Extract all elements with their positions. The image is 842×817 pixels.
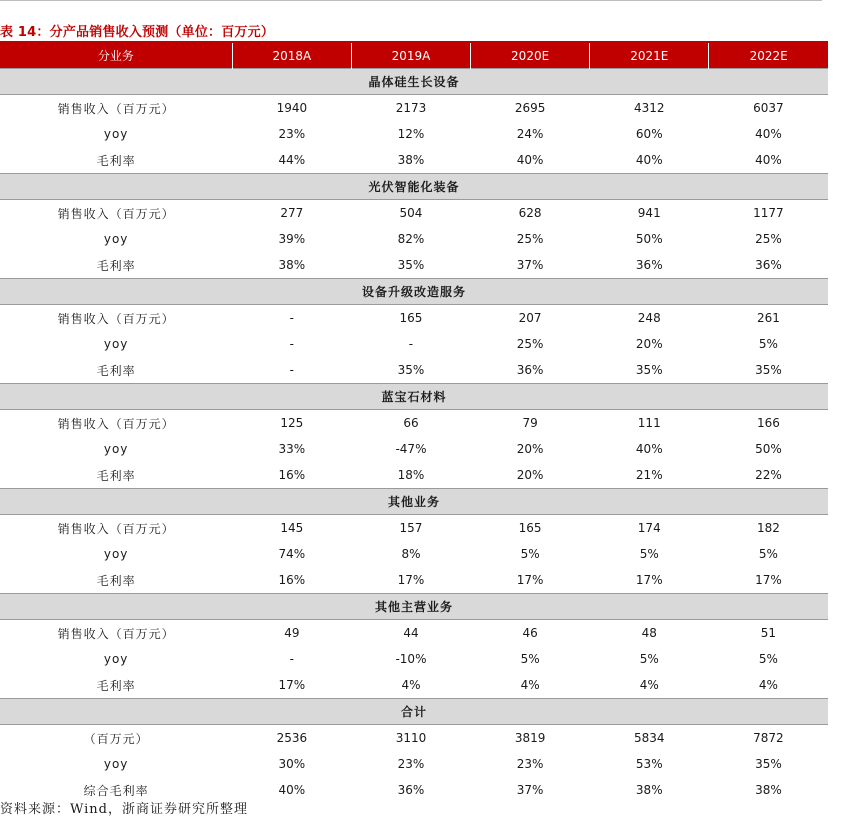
value-cell: 38% bbox=[397, 153, 425, 167]
value-cell: 36% bbox=[516, 363, 544, 377]
value-cell: 2173 bbox=[395, 101, 427, 115]
value-cell: 165 bbox=[518, 521, 542, 535]
table-row bbox=[0, 331, 828, 357]
value-cell: 8% bbox=[401, 547, 421, 561]
table-row bbox=[0, 725, 828, 752]
value-cell: 40% bbox=[635, 153, 663, 167]
table-row bbox=[0, 646, 828, 672]
row-label: 综合毛利率 bbox=[83, 783, 149, 798]
value-cell: 40% bbox=[516, 153, 544, 167]
value-cell: 48 bbox=[641, 626, 657, 640]
header-cell-2018a: 2018A bbox=[232, 43, 351, 69]
value-cell: 66 bbox=[403, 416, 419, 430]
row-label: 销售收入（百万元） bbox=[57, 416, 175, 431]
value-cell: 60% bbox=[635, 127, 663, 141]
value-cell: 4% bbox=[520, 678, 540, 692]
header-cell-2022e: 2022E bbox=[709, 43, 828, 69]
value-cell: 7872 bbox=[753, 731, 784, 745]
value-cell: 40% bbox=[635, 442, 663, 456]
value-cell: - bbox=[289, 363, 294, 377]
section-title: 设备升级改造服务 bbox=[0, 279, 828, 305]
value-cell: 5% bbox=[758, 652, 778, 666]
value-cell: 277 bbox=[280, 206, 304, 220]
table-row bbox=[0, 751, 828, 777]
value-cell: 37% bbox=[516, 783, 544, 797]
value-cell: 39% bbox=[278, 232, 306, 246]
value-cell: 504 bbox=[399, 206, 423, 220]
row-label: 毛利率 bbox=[96, 363, 136, 378]
section-row bbox=[0, 699, 828, 725]
value-cell: 4% bbox=[639, 678, 659, 692]
value-cell: 5% bbox=[639, 547, 659, 561]
table-row bbox=[0, 515, 828, 542]
value-cell: 17% bbox=[635, 573, 663, 587]
table-row bbox=[0, 410, 828, 437]
value-cell: 44 bbox=[403, 626, 419, 640]
value-cell: 5% bbox=[520, 652, 540, 666]
table-body bbox=[0, 69, 828, 804]
value-cell: 37% bbox=[516, 258, 544, 272]
value-cell: 20% bbox=[516, 468, 544, 482]
value-cell: 33% bbox=[278, 442, 306, 456]
section-row bbox=[0, 489, 828, 515]
value-cell: 82% bbox=[397, 232, 425, 246]
value-cell: - bbox=[289, 652, 294, 666]
section-row bbox=[0, 174, 828, 200]
value-cell: 50% bbox=[635, 232, 663, 246]
value-cell: 38% bbox=[755, 783, 782, 797]
value-cell: 111 bbox=[637, 416, 661, 430]
value-cell: 35% bbox=[397, 363, 425, 377]
table-caption: 表 14：分产品销售收入预测（单位：百万元） bbox=[0, 25, 275, 40]
table-row bbox=[0, 226, 828, 252]
value-cell: 1940 bbox=[276, 101, 308, 115]
top-rule bbox=[0, 0, 822, 1]
section-row bbox=[0, 384, 828, 410]
table-row bbox=[0, 147, 828, 174]
value-cell: 22% bbox=[755, 468, 782, 482]
value-cell: 50% bbox=[755, 442, 782, 456]
value-cell: 5% bbox=[639, 652, 659, 666]
value-cell: 4% bbox=[401, 678, 421, 692]
header-cell-2021e: 2021E bbox=[590, 43, 709, 69]
value-cell: 174 bbox=[637, 521, 661, 535]
value-cell: 30% bbox=[278, 757, 306, 771]
source-note: 资料来源：Wind，浙商证券研究所整理 bbox=[0, 802, 248, 817]
value-cell: 4% bbox=[758, 678, 778, 692]
value-cell: 5% bbox=[758, 337, 778, 351]
value-cell: 207 bbox=[518, 311, 542, 325]
header-cell-segment: 分业务 bbox=[0, 43, 232, 69]
value-cell: 5% bbox=[758, 547, 778, 561]
value-cell: 24% bbox=[516, 127, 544, 141]
value-cell: 3819 bbox=[514, 731, 546, 745]
forecast-table-container bbox=[0, 41, 828, 803]
table-row bbox=[0, 305, 828, 332]
row-label: yoy bbox=[103, 127, 129, 141]
value-cell: 6037 bbox=[753, 101, 784, 115]
value-cell: 36% bbox=[397, 783, 425, 797]
table-row bbox=[0, 672, 828, 699]
value-cell: 21% bbox=[635, 468, 663, 482]
value-cell: 74% bbox=[278, 547, 306, 561]
table-row bbox=[0, 436, 828, 462]
value-cell: 79 bbox=[522, 416, 538, 430]
row-label: 毛利率 bbox=[96, 468, 136, 483]
table-row bbox=[0, 541, 828, 567]
row-label: 销售收入（百万元） bbox=[57, 206, 175, 221]
value-cell: 941 bbox=[637, 206, 661, 220]
section-row bbox=[0, 594, 828, 620]
value-cell: 5% bbox=[520, 547, 540, 561]
value-cell: 165 bbox=[399, 311, 423, 325]
section-title: 其他主营业务 bbox=[0, 594, 828, 620]
value-cell: -47% bbox=[395, 442, 427, 456]
value-cell: 35% bbox=[635, 363, 663, 377]
value-cell: 166 bbox=[756, 416, 780, 430]
value-cell: 51 bbox=[760, 626, 777, 640]
row-label: 毛利率 bbox=[96, 678, 136, 693]
value-cell: 36% bbox=[635, 258, 663, 272]
row-label: 销售收入（百万元） bbox=[57, 311, 175, 326]
section-row bbox=[0, 279, 828, 305]
row-label: yoy bbox=[103, 442, 129, 456]
value-cell: 49 bbox=[284, 626, 300, 640]
value-cell: 38% bbox=[278, 258, 306, 272]
value-cell: 2536 bbox=[276, 731, 308, 745]
value-cell: 40% bbox=[278, 783, 306, 797]
value-cell: 40% bbox=[755, 127, 782, 141]
value-cell: 157 bbox=[399, 521, 423, 535]
value-cell: 46 bbox=[522, 626, 538, 640]
value-cell: 35% bbox=[755, 757, 782, 771]
table-row bbox=[0, 95, 828, 122]
header-row bbox=[0, 43, 828, 69]
value-cell: 35% bbox=[397, 258, 425, 272]
table-row bbox=[0, 462, 828, 489]
row-label: yoy bbox=[103, 652, 129, 666]
section-title: 其他业务 bbox=[0, 489, 828, 515]
value-cell: 40% bbox=[755, 153, 782, 167]
value-cell: 182 bbox=[756, 521, 780, 535]
value-cell: 23% bbox=[397, 757, 425, 771]
row-label: 销售收入（百万元） bbox=[57, 521, 175, 536]
row-label: 毛利率 bbox=[96, 258, 136, 273]
value-cell: 4312 bbox=[633, 101, 665, 115]
value-cell: 25% bbox=[516, 232, 544, 246]
value-cell: 38% bbox=[635, 783, 663, 797]
header-cell-2020e: 2020E bbox=[471, 43, 590, 69]
row-label: yoy bbox=[103, 547, 129, 561]
value-cell: 25% bbox=[755, 232, 782, 246]
value-cell: 16% bbox=[278, 468, 306, 482]
value-cell: - bbox=[408, 337, 414, 351]
value-cell: - bbox=[289, 337, 294, 351]
forecast-table bbox=[0, 43, 828, 803]
section-title: 合计 bbox=[0, 699, 828, 725]
value-cell: 3110 bbox=[395, 731, 427, 745]
value-cell: 25% bbox=[516, 337, 544, 351]
value-cell: - bbox=[289, 311, 294, 325]
value-cell: 1177 bbox=[753, 206, 784, 220]
value-cell: 125 bbox=[280, 416, 304, 430]
value-cell: 145 bbox=[280, 521, 304, 535]
table-row bbox=[0, 252, 828, 279]
row-label: yoy bbox=[103, 232, 129, 246]
value-cell: 35% bbox=[755, 363, 782, 377]
section-title: 蓝宝石材料 bbox=[0, 384, 828, 410]
value-cell: 23% bbox=[516, 757, 544, 771]
value-cell: 17% bbox=[755, 573, 782, 587]
table-row bbox=[0, 620, 828, 647]
value-cell: 23% bbox=[278, 127, 306, 141]
table-row bbox=[0, 200, 828, 227]
value-cell: 20% bbox=[516, 442, 544, 456]
row-label: 毛利率 bbox=[96, 573, 136, 588]
value-cell: 18% bbox=[397, 468, 425, 482]
section-title: 光伏智能化装备 bbox=[0, 174, 828, 200]
value-cell: 2695 bbox=[514, 101, 546, 115]
value-cell: 17% bbox=[278, 678, 306, 692]
table-row bbox=[0, 567, 828, 594]
value-cell: 44% bbox=[278, 153, 306, 167]
table-row bbox=[0, 121, 828, 147]
row-label: yoy bbox=[103, 337, 129, 351]
row-label: 毛利率 bbox=[96, 153, 136, 168]
value-cell: 5834 bbox=[633, 731, 665, 745]
value-cell: 36% bbox=[755, 258, 782, 272]
value-cell: 261 bbox=[756, 311, 780, 325]
row-label: yoy bbox=[103, 757, 129, 771]
value-cell: 17% bbox=[516, 573, 544, 587]
row-label: 销售收入（百万元） bbox=[57, 101, 175, 116]
value-cell: 20% bbox=[635, 337, 663, 351]
row-label: （百万元） bbox=[83, 731, 149, 746]
value-cell: 628 bbox=[518, 206, 542, 220]
section-row bbox=[0, 69, 828, 95]
value-cell: 12% bbox=[397, 127, 425, 141]
value-cell: 248 bbox=[637, 311, 661, 325]
value-cell: 17% bbox=[397, 573, 425, 587]
value-cell: 16% bbox=[278, 573, 306, 587]
table-row bbox=[0, 357, 828, 384]
section-title: 晶体硅生长设备 bbox=[0, 69, 828, 95]
row-label: 销售收入（百万元） bbox=[57, 626, 175, 641]
value-cell: 53% bbox=[635, 757, 663, 771]
value-cell: -10% bbox=[395, 652, 427, 666]
header-cell-2019a: 2019A bbox=[351, 43, 470, 69]
